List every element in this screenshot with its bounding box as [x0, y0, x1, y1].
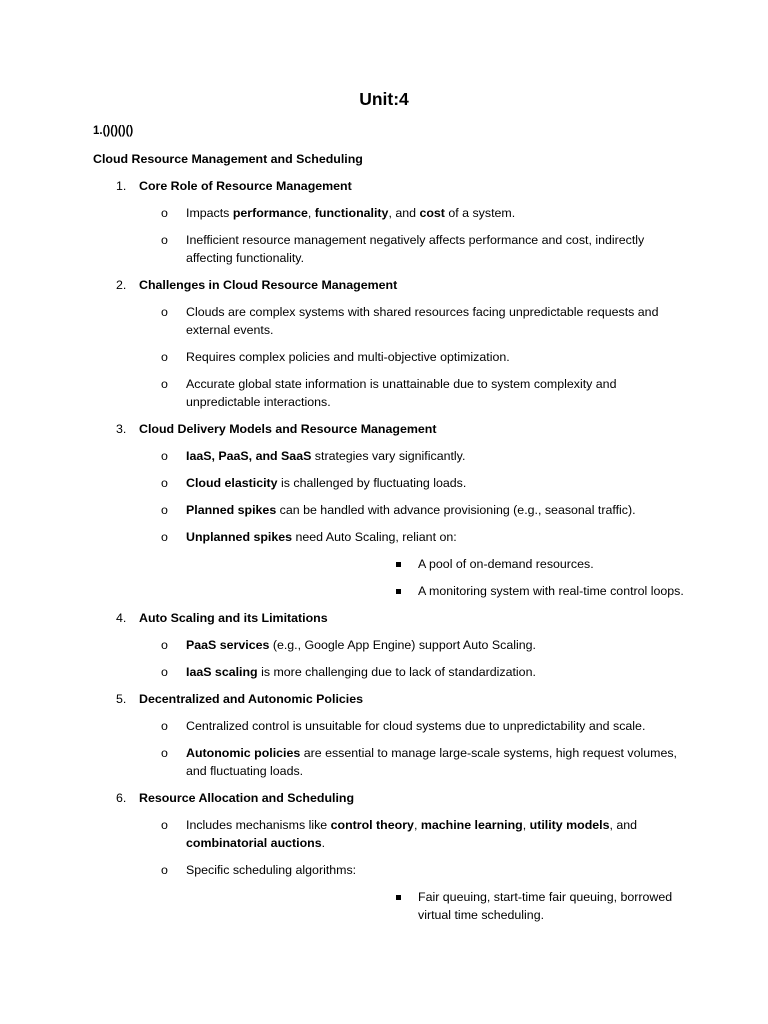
bullet-list: [0, 816, 768, 924]
section-title: Resource Allocation and Scheduling: [139, 791, 355, 805]
section-item: [0, 276, 768, 411]
section-item: [0, 420, 768, 600]
text-run: Inefficient resource management negatively affects performance and cost, indirectly affecting functionality.: [186, 233, 645, 265]
section-title: Auto Scaling and its Limitations: [139, 611, 328, 625]
hollow-bullet-icon: o: [161, 305, 168, 319]
text-run: is challenged by fluctuating loads.: [277, 476, 467, 490]
hollow-bullet-icon: o: [161, 665, 168, 679]
section-heading: [0, 609, 768, 627]
section-item: [0, 177, 768, 267]
section-heading: [0, 420, 768, 438]
list-item: [0, 501, 768, 519]
hollow-bullet-icon: o: [161, 350, 168, 364]
hollow-bullet-icon: o: [161, 530, 168, 544]
emphasis-text: utility models: [529, 818, 610, 832]
emphasis-text: combinatorial auctions: [186, 836, 322, 850]
hollow-bullet-icon: o: [161, 503, 168, 517]
square-bullet-icon: [396, 562, 401, 567]
list-item-text: [186, 350, 510, 364]
section-item: [0, 609, 768, 681]
emphasis-text: Planned spikes: [186, 503, 277, 517]
emphasis-text: IaaS scaling: [186, 665, 258, 679]
text-run: is more challenging due to lack of standardization.: [257, 665, 536, 679]
square-bullet-icon: [396, 589, 401, 594]
text-run: Specific scheduling algorithms:: [186, 863, 357, 877]
hollow-bullet-icon: o: [161, 638, 168, 652]
hollow-bullet-icon: o: [161, 746, 168, 760]
list-item-text: [186, 863, 356, 877]
hollow-bullet-icon: o: [161, 476, 168, 490]
section-item: [0, 789, 768, 924]
section-number: 4.: [116, 611, 127, 625]
list-item-text: [186, 665, 536, 679]
sub-list-item: [186, 555, 684, 573]
document-heading: Cloud Resource Management and Scheduling: [93, 152, 363, 166]
list-item: [0, 816, 768, 852]
text-run: .: [321, 836, 326, 850]
section-title: Core Role of Resource Management: [139, 179, 352, 193]
section-number: 3.: [116, 422, 127, 436]
list-item: [0, 528, 768, 600]
text-run: , and: [388, 206, 420, 220]
hollow-bullet-icon: o: [161, 233, 168, 247]
emphasis-text: Cloud elasticity: [186, 476, 278, 490]
section-list: [0, 177, 768, 933]
text-run: Includes mechanisms like: [186, 818, 331, 832]
list-item: [0, 375, 768, 411]
text-run: Accurate global state information is unattainable due to system complexity and unpredictable interactions.: [186, 377, 617, 409]
emphasis-text: Autonomic policies: [186, 746, 301, 760]
list-item-text: [186, 206, 515, 220]
text-run: can be handled with advance provisioning (e.g., seasonal traffic).: [276, 503, 636, 517]
bullet-list: [0, 303, 768, 411]
sub-list-item-text: A pool of on-demand resources.: [418, 557, 594, 571]
sub-bullet-list: [186, 888, 684, 924]
section-title: Challenges in Cloud Resource Management: [139, 278, 398, 292]
list-item-text: [186, 530, 457, 544]
text-run: are essential to manage large-scale systems, high request volumes, and fluctuating loads.: [186, 746, 678, 778]
section-title: Decentralized and Autonomic Policies: [139, 692, 363, 706]
section-number: 2.: [116, 278, 127, 292]
emphasis-text: control theory: [330, 818, 414, 832]
emphasis-text: cost: [419, 206, 445, 220]
section-heading: [0, 276, 768, 294]
bullet-list: [0, 204, 768, 267]
text-run: need Auto Scaling, reliant on:: [292, 530, 457, 544]
hollow-bullet-icon: o: [161, 449, 168, 463]
list-item: [0, 348, 768, 366]
page-title: Unit:4: [359, 89, 409, 109]
text-run: , and: [609, 818, 638, 832]
list-item: [0, 231, 768, 267]
list-item-text: [186, 746, 677, 778]
section-heading: [0, 789, 768, 807]
bullet-list: [0, 717, 768, 780]
list-item-text: [186, 377, 616, 409]
section-heading: [0, 690, 768, 708]
emphasis-text: Unplanned spikes: [186, 530, 293, 544]
list-item-text: [186, 638, 536, 652]
text-run: of a system.: [444, 206, 516, 220]
list-item: [0, 861, 768, 924]
section-item: [0, 690, 768, 780]
list-item: [0, 447, 768, 465]
emphasis-text: PaaS services: [186, 638, 270, 652]
list-item: [0, 204, 768, 222]
list-item-text: [186, 305, 658, 337]
hollow-bullet-icon: o: [161, 818, 168, 832]
list-item: [0, 636, 768, 654]
sub-list-item: [186, 888, 684, 924]
text-run: ,: [307, 206, 315, 220]
list-item: [0, 744, 768, 780]
section-number: 6.: [116, 791, 127, 805]
list-item-text: [186, 476, 466, 490]
list-item: [0, 474, 768, 492]
list-item: [0, 663, 768, 681]
section-title: Cloud Delivery Models and Resource Management: [139, 422, 437, 436]
list-item-text: [186, 449, 465, 463]
list-item-text: [186, 719, 645, 733]
numbered-heading: 1.()()()(): [93, 125, 134, 137]
text-run: (e.g., Google App Engine) support Auto Scaling.: [269, 638, 536, 652]
sub-list-item-text: Fair queuing, start-time fair queuing, borrowed virtual time scheduling.: [418, 890, 673, 922]
text-run: Clouds are complex systems with shared resources facing unpredictable requests and external events.: [186, 305, 659, 337]
square-bullet-icon: [396, 895, 401, 900]
section-number: 1.: [116, 179, 127, 193]
emphasis-text: functionality: [314, 206, 389, 220]
hollow-bullet-icon: o: [161, 377, 168, 391]
bullet-list: [0, 447, 768, 600]
sub-list-item-text: A monitoring system with real-time control loops.: [418, 584, 684, 598]
emphasis-text: IaaS, PaaS, and SaaS: [186, 449, 312, 463]
emphasis-text: machine learning: [420, 818, 523, 832]
bullet-list: [0, 636, 768, 681]
list-item: [0, 303, 768, 339]
text-run: ,: [522, 818, 530, 832]
sub-list-item: [186, 582, 684, 600]
sub-bullet-list: [186, 555, 684, 600]
list-item-text: [186, 818, 637, 850]
text-run: ,: [413, 818, 421, 832]
text-run: Requires complex policies and multi-objective optimization.: [186, 350, 510, 364]
list-item: [0, 717, 768, 735]
hollow-bullet-icon: o: [161, 863, 168, 877]
text-run: Centralized control is unsuitable for cloud systems due to unpredictability and scale.: [186, 719, 646, 733]
section-heading: [0, 177, 768, 195]
list-item-text: [186, 233, 644, 265]
emphasis-text: performance: [232, 206, 308, 220]
text-run: strategies vary significantly.: [311, 449, 466, 463]
hollow-bullet-icon: o: [161, 719, 168, 733]
list-item-text: [186, 503, 636, 517]
text-run: Impacts: [186, 206, 233, 220]
hollow-bullet-icon: o: [161, 206, 168, 220]
section-number: 5.: [116, 692, 127, 706]
